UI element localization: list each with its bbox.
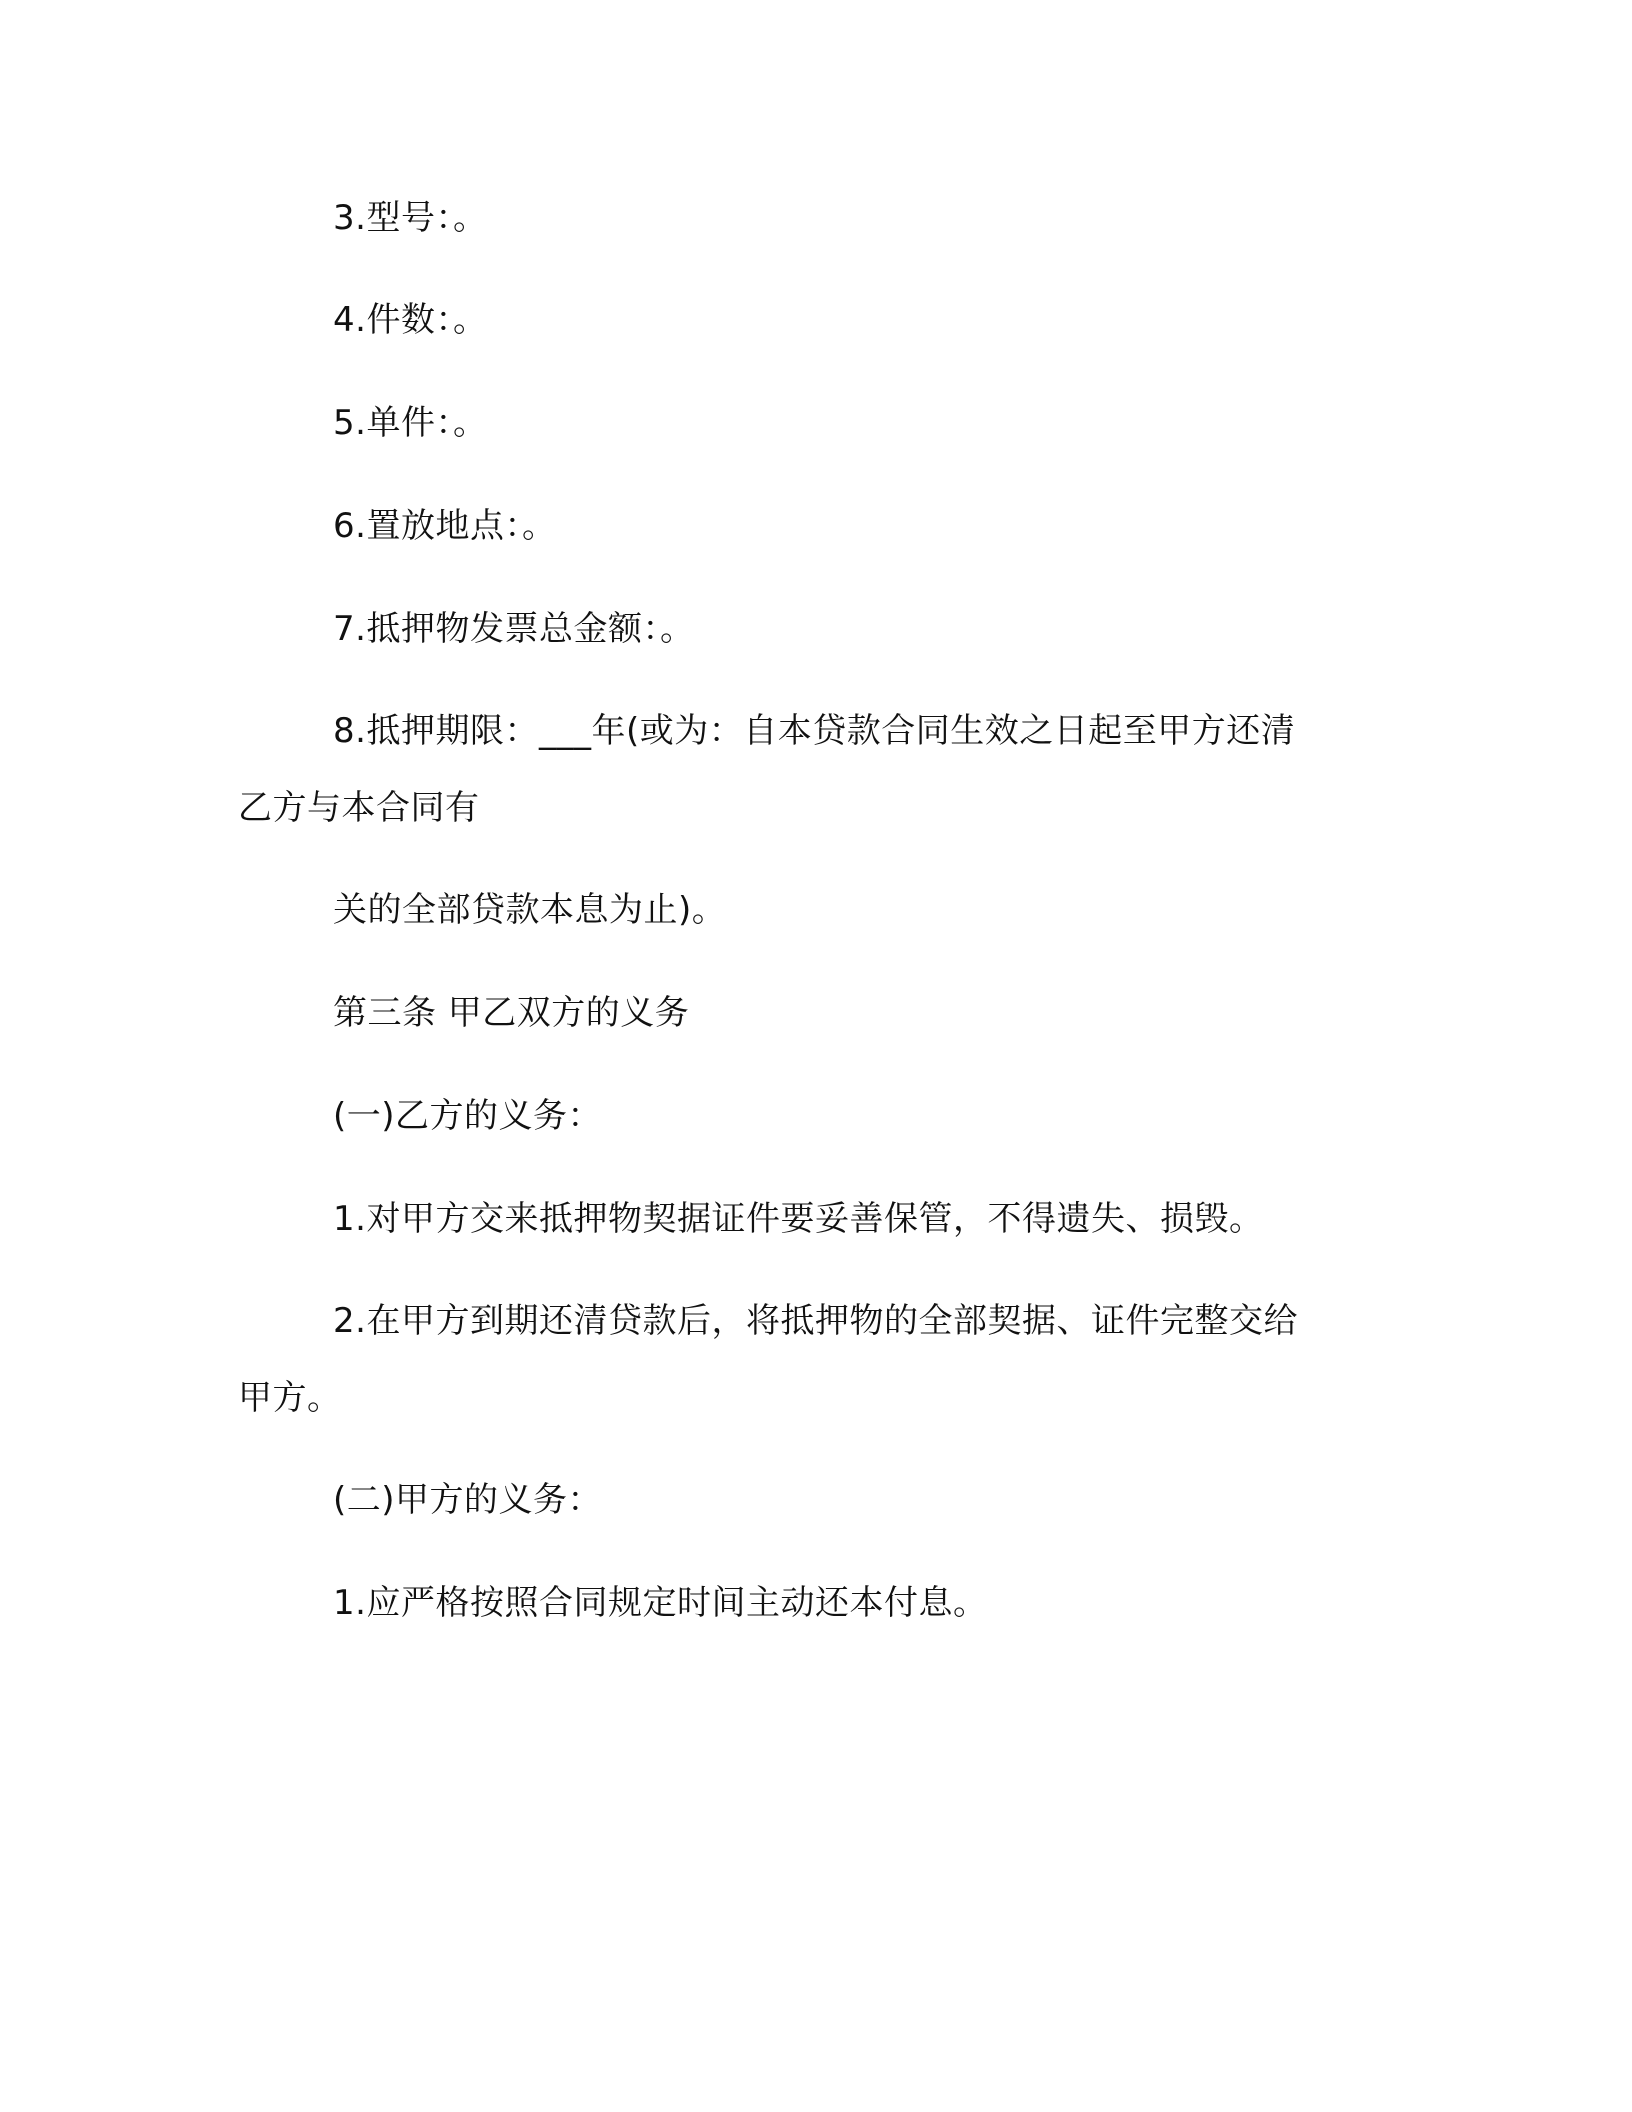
party-b-obligation-2-continued: 甲方。 bbox=[238, 1378, 342, 1418]
party-a-obligation-1: 1.应严格按照合同规定时间主动还本付息。 bbox=[333, 1583, 988, 1623]
party-b-obligations-heading: (一)乙方的义务： bbox=[333, 1096, 603, 1136]
party-b-obligation-1: 1.对甲方交来抵押物契据证件要妥善保管，不得遗失、损毁。 bbox=[333, 1199, 1264, 1239]
item-mortgage-term: 8.抵押期限：___年(或为：自本贷款合同生效之日起至甲方还清 bbox=[333, 711, 1296, 751]
item-model: 3.型号：。 bbox=[333, 198, 488, 238]
item-mortgage-term-continued: 乙方与本合同有 bbox=[238, 788, 480, 828]
item-mortgage-term-end: 关的全部贷款本息为止)。 bbox=[333, 890, 727, 930]
item-quantity: 4.件数：。 bbox=[333, 300, 488, 340]
party-b-obligation-2: 2.在甲方到期还清贷款后，将抵押物的全部契据、证件完整交给 bbox=[333, 1301, 1298, 1341]
item-location: 6.置放地点：。 bbox=[333, 506, 557, 546]
party-a-obligations-heading: (二)甲方的义务： bbox=[333, 1480, 603, 1520]
item-invoice-total: 7.抵押物发票总金额：。 bbox=[333, 609, 695, 649]
article-three-heading: 第三条 甲乙双方的义务 bbox=[333, 993, 690, 1033]
item-unit: 5.单件：。 bbox=[333, 403, 488, 443]
